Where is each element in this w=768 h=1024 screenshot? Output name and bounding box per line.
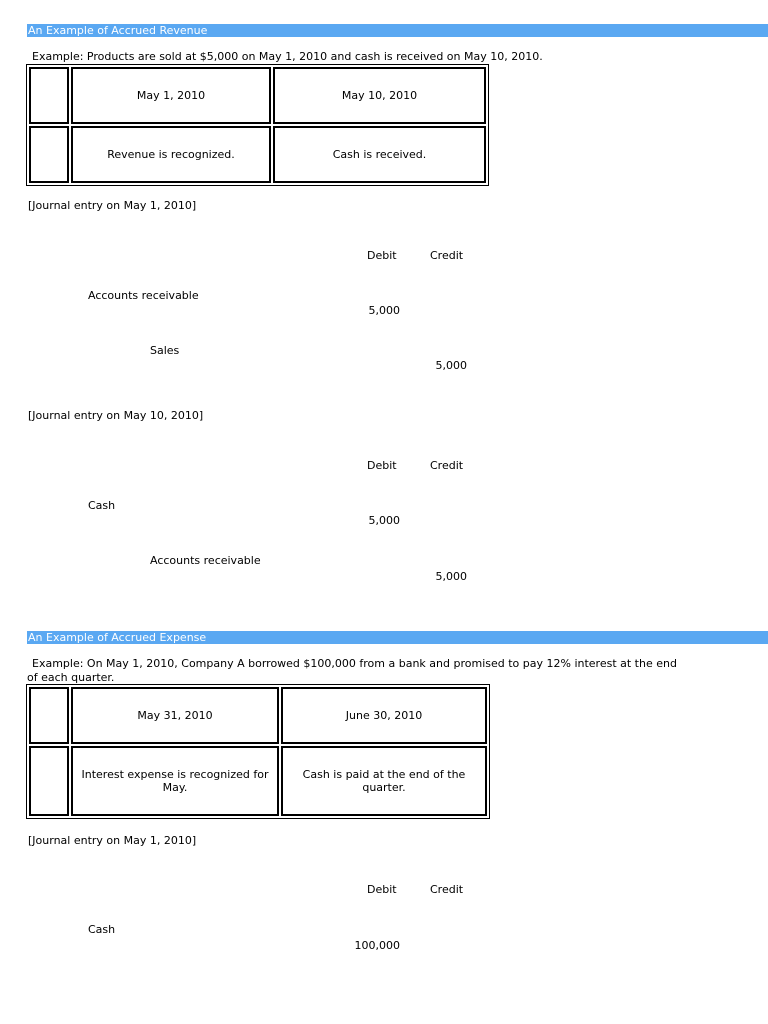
credit-account: Accounts receivable <box>150 554 261 567</box>
row-marker-cell <box>29 126 69 183</box>
section-header-accrued-revenue <box>27 24 768 37</box>
credit-header: Credit <box>430 459 464 472</box>
debit-amount: 5,000 <box>368 304 400 317</box>
date-cell: May 1, 2010 <box>71 67 271 124</box>
journal-entry-label: [Journal entry on May 10, 2010] <box>28 409 204 422</box>
event-cell: Revenue is recognized. <box>71 126 271 183</box>
journal-entry-label: [Journal entry on May 1, 2010] <box>28 834 197 847</box>
debit-account: Cash <box>88 499 116 512</box>
debit-header: Debit <box>367 249 397 262</box>
debit-amount: 5,000 <box>368 514 400 527</box>
example-text: Example: Products are sold at $5,000 on May 1, 2010 and cash is received on May 10, 2010. <box>32 50 543 63</box>
journal-entry-label: [Journal entry on May 1, 2010] <box>28 199 197 212</box>
debit-amount: 100,000 <box>354 939 400 952</box>
example-text-line2: of each quarter. <box>27 671 115 684</box>
timeline-table <box>26 64 489 186</box>
date-cell: June 30, 2010 <box>281 687 487 744</box>
section-title: An Example of Accrued Expense <box>28 631 207 644</box>
event-cell: Cash is received. <box>273 126 486 183</box>
debit-account: Accounts receivable <box>88 289 199 302</box>
section-title: An Example of Accrued Revenue <box>28 24 208 37</box>
section-header-accrued-expense <box>27 631 768 644</box>
row-marker-cell <box>29 746 69 816</box>
credit-header: Credit <box>430 249 464 262</box>
credit-account: Sales <box>150 344 180 357</box>
date-cell: May 10, 2010 <box>273 67 486 124</box>
debit-header: Debit <box>367 883 397 896</box>
event-cell: Cash is paid at the end of the quarter. <box>281 746 487 816</box>
event-cell: Interest expense is recognized for May. <box>71 746 279 816</box>
debit-account: Cash <box>88 923 116 936</box>
credit-amount: 5,000 <box>435 570 467 583</box>
debit-header: Debit <box>367 459 397 472</box>
row-marker-cell <box>29 687 69 744</box>
credit-amount: 5,000 <box>435 359 467 372</box>
date-cell: May 31, 2010 <box>71 687 279 744</box>
timeline-table <box>26 684 490 819</box>
row-marker-cell <box>29 67 69 124</box>
credit-header: Credit <box>430 883 464 896</box>
example-text-line1: Example: On May 1, 2010, Company A borrowed $100,000 from a bank and promised to pay 12% interest at the end <box>32 657 677 670</box>
